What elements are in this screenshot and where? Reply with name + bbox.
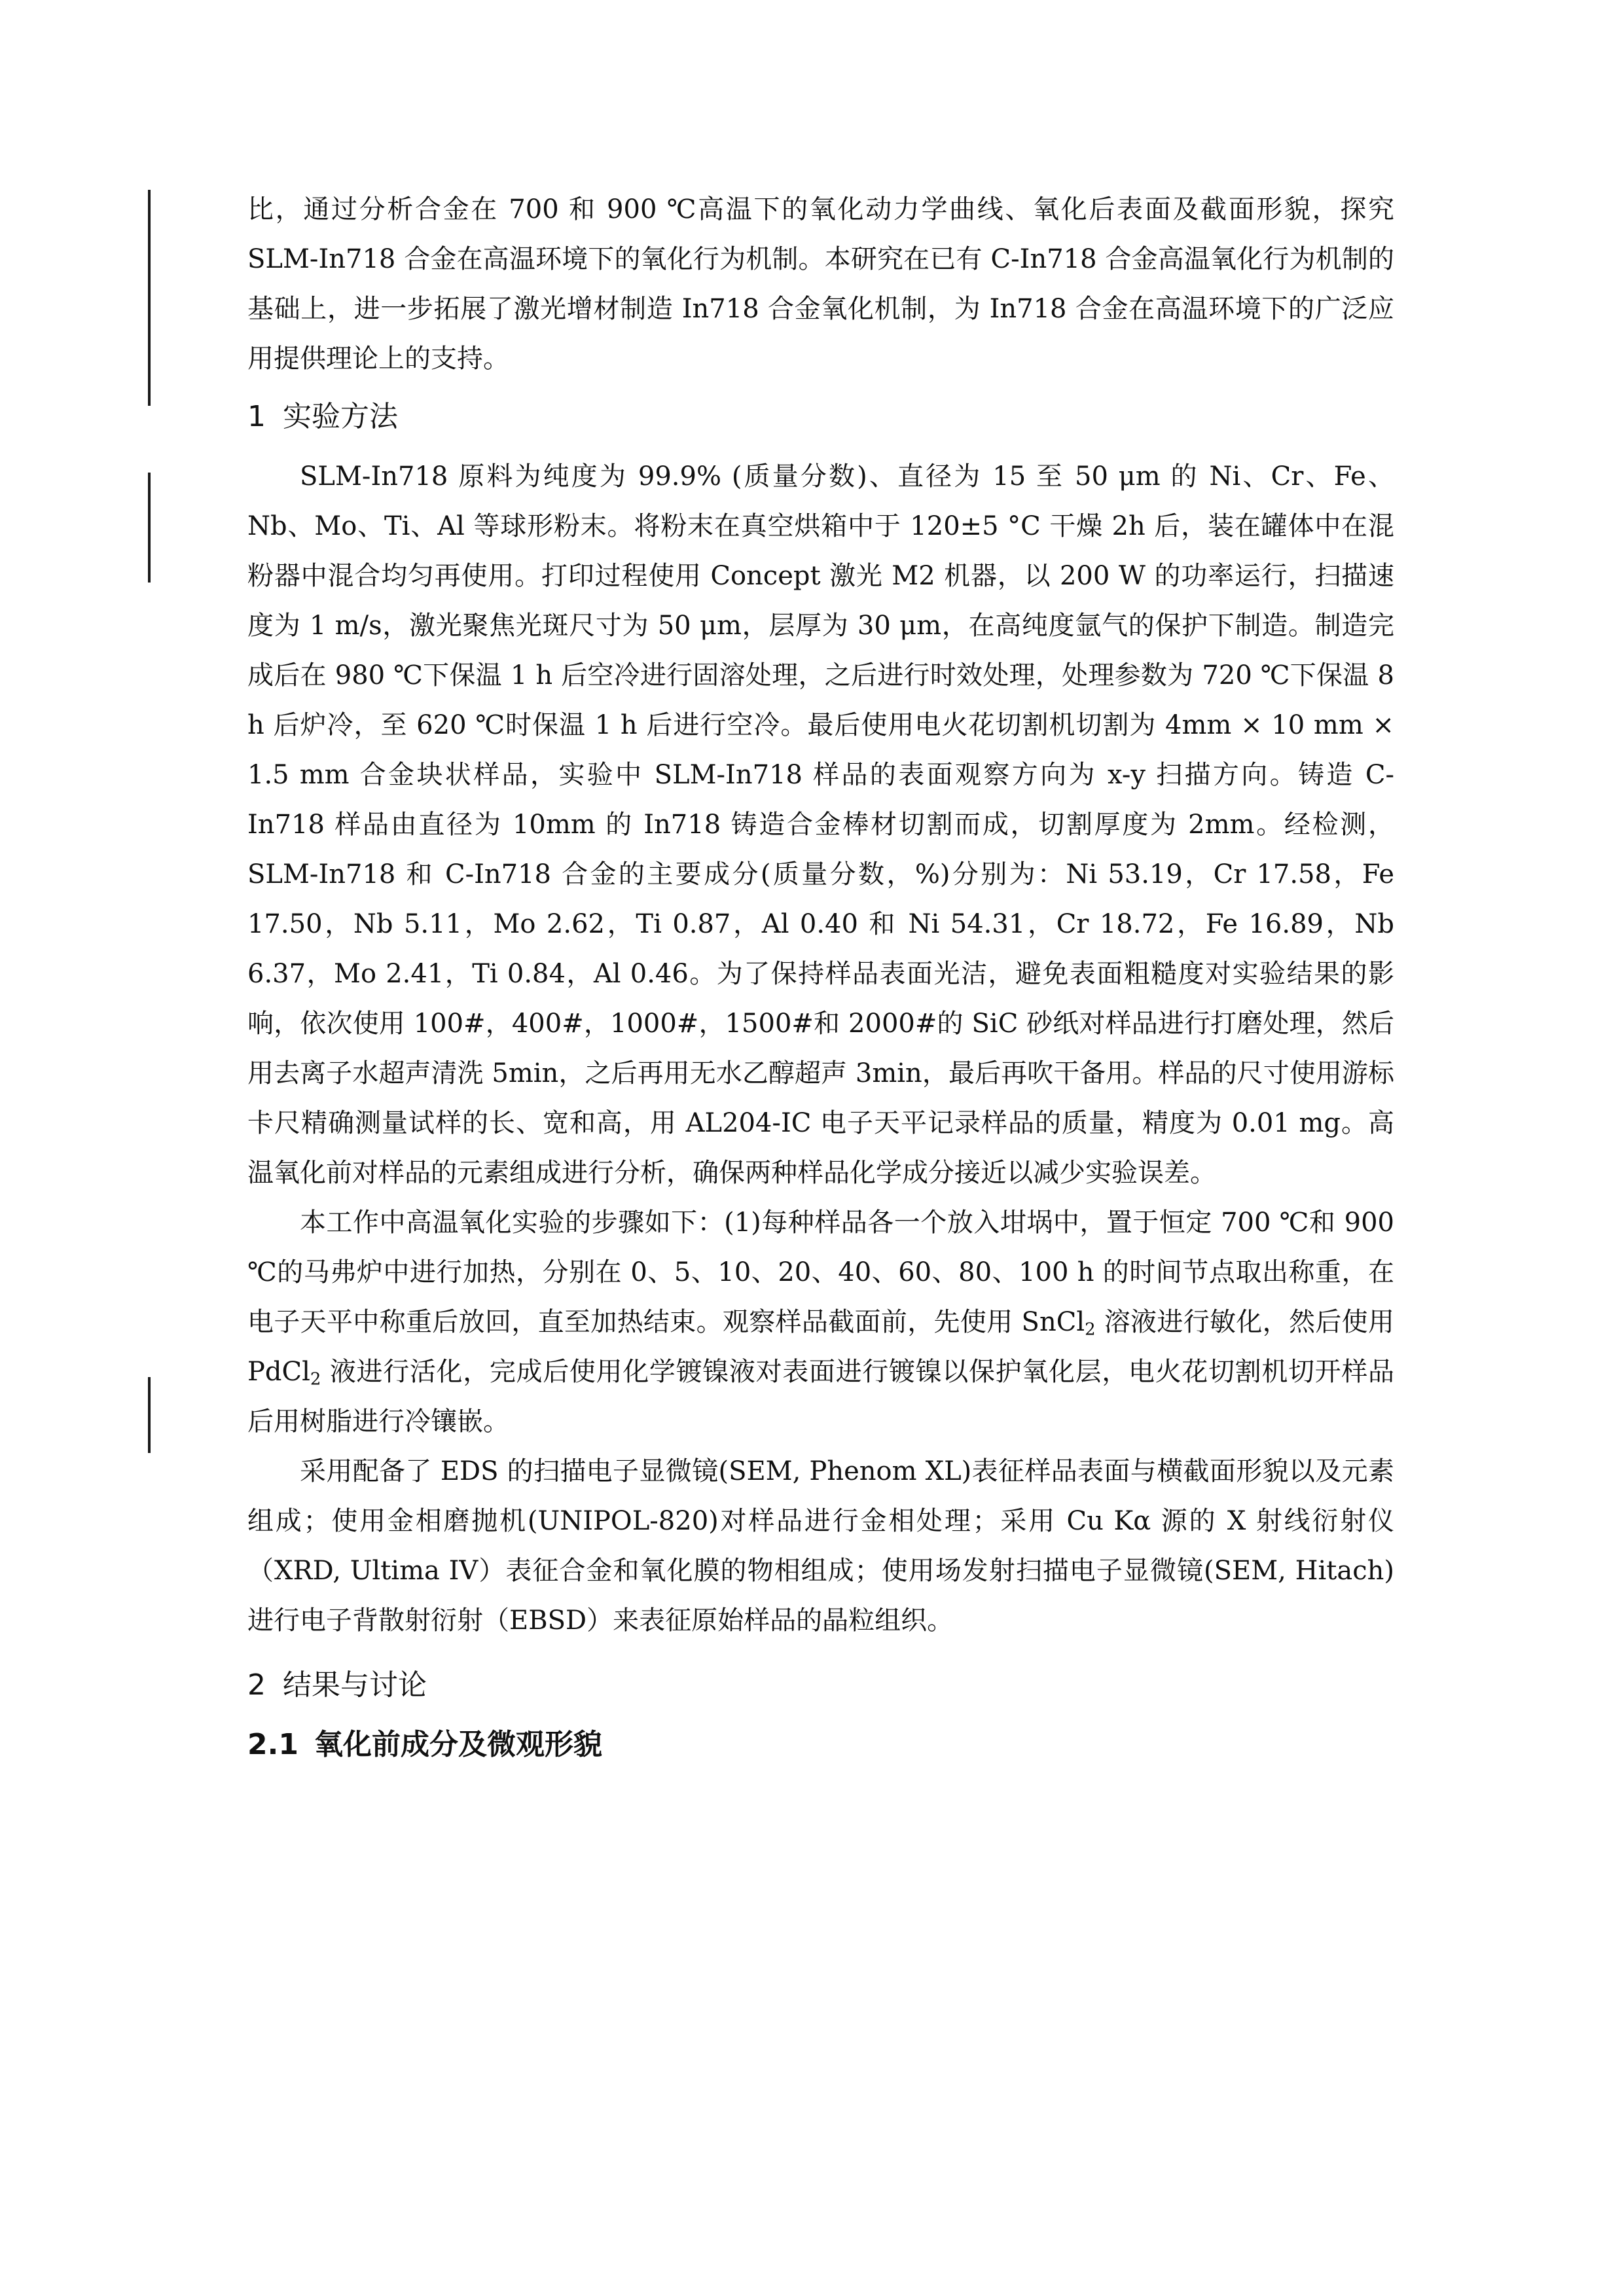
body-text	[247, 185, 1394, 1770]
revision-bar	[148, 473, 151, 583]
section-number: 2	[247, 1668, 266, 1702]
paragraph-characterization: 采用配备了 EDS 的扫描电子显微镜(SEM, Phenom XL)表征样品表面与横截面形貌以及元素组成；使用金相磨抛机(UNIPOL-820)对样品进行金相处理；采用 Cu Kα 源的 X 射线衍射仪（XRD, Ultima IV）表征合金和氧化膜的物相组成；使用场发射扫描电子显微镜(SEM, Hitach)进行电子背散射衍射（EBSD）来表征原始样品的晶粒组织。	[247, 1456, 1394, 1636]
subsection-heading	[247, 1720, 1394, 1770]
paragraph-materials: SLM-In718 原料为纯度为 99.9% (质量分数)、直径为 15 至 50 μm 的 Ni、Cr、Fe、Nb、Mo、Ti、Al 等球形粉末。将粉末在真空烘箱中于 120±5 °C 干燥 2h 后，装在罐体中在混粉器中混合均匀再使用。打印过程使用 Concept 激光 M2 机器，以 200 W 的功率运行，扫描速度为 1 m/s，激光聚焦光斑尺寸为 50 μm，层厚为 30 μm，在高纯度氩气的保护下制造。制造完成后在 980 ℃下保温 1 h 后空冷进行固溶处理，之后进行时效处理，处理参数为 720 ℃下保温 8 h 后炉冷，至 620 ℃时保温 1 h 后进行空冷。最后使用电火花切割机切割为 4mm × 10 mm × 1.5 mm 合金块状样品，实验中 SLM-In718 样品的表面观察方向为 x-y 扫描方向。铸造 C-In718 样品由直径为 10mm 的 In718 铸造合金棒材切割而成，切割厚度为 2mm。经检测，SLM-In718 和 C-In718 合金的主要成分(质量分数，%)分别为：Ni 53.19，Cr 17.58，Fe 17.50，Nb 5.11，Mo 2.62，Ti 0.87，Al 0.40 和 Ni 54.31，Cr 18.72，Fe 16.89，Nb 6.37，Mo 2.41，Ti 0.84，Al 0.46。为了保持样品表面光洁，避免表面粗糙度对实验结果的影响，依次使用 100#，400#，1000#，1500#和 2000#的 SiC 砂纸对样品进行打磨处理，然后用去离子水超声清洗 5min，之后再用无水乙醇超声 3min，最后再吹干备用。样品的尺寸使用游标卡尺精确测量试样的长、宽和高，用 AL204-IC 电子天平记录样品的质量，精度为 0.01 mg。高温氧化前对样品的元素组成进行分析，确保两种样品化学成分接近以减少实验误差。	[247, 461, 1394, 1188]
paragraph-oxidation-procedure: 本工作中高温氧化实验的步骤如下：(1)每种样品各一个放入坩埚中，置于恒定 700 ℃和 900 ℃的马弗炉中进行加热，分别在 0、5、10、20、40、60、80、100 h 的时间节点取出称重，在电子天平中称重后放回，直至加热结束。观察样品截面前，先使用 SnCl$_2$ 溶液进行敏化，然后使用 PdCl$_2$ 液进行活化，完成后使用化学镀镍液对表面进行镀镍以保护氧化层，电火花切割机切开样品后用树脂进行冷镶嵌。	[247, 1208, 1394, 1437]
section-number: 1	[247, 400, 266, 433]
revision-bar	[148, 190, 151, 406]
section-heading-methods	[247, 393, 1394, 441]
paragraph-intro: 比，通过分析合金在 700 和 900 ℃高温下的氧化动力学曲线、氧化后表面及截面形貌，探究 SLM-In718 合金在高温环境下的氧化行为机制。本研究在已有 C-In718 合金高温氧化行为机制的基础上，进一步拓展了激光增材制造 In718 合金氧化机制，为 In718 合金在高温环境下的广泛应用提供理论上的支持。	[247, 194, 1394, 374]
revision-bar	[148, 1377, 151, 1453]
section-title: 结果与讨论	[283, 1668, 427, 1702]
section-title: 实验方法	[283, 400, 398, 433]
subsection-number: 2.1	[247, 1728, 298, 1761]
subsection-title: 氧化前成分及微观形貌	[314, 1728, 602, 1761]
section-heading-results	[247, 1661, 1394, 1710]
